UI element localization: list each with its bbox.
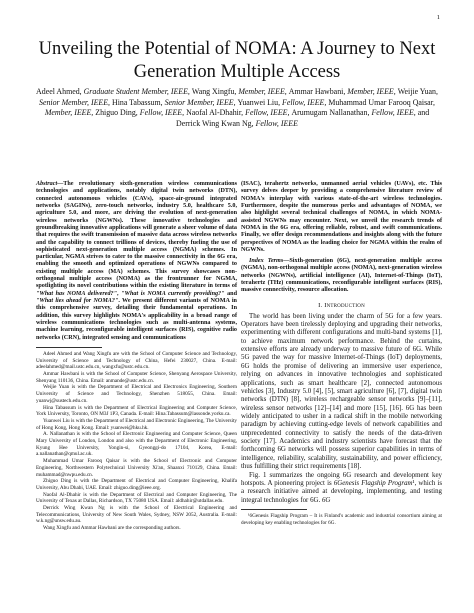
abstract-separator: , xyxy=(117,290,122,297)
author-name: Ammar Hawbani, xyxy=(288,87,348,96)
author-name: Yuanwei Liu, xyxy=(237,97,283,107)
footnote-divider xyxy=(241,509,307,510)
affiliation-note: Hina Tabassum is with the Department of Electrical Engineering and Computer Science, York University, Toronto, ON M3J 1P3, Canada. E-mail: Hina.Tabassum@lassonde.yorku.ca. xyxy=(36,404,237,418)
author-affiliations xyxy=(36,351,237,532)
author-entry xyxy=(186,108,291,117)
author-name: Muhammad Umar Farooq Qaisar, xyxy=(328,97,435,107)
author-role: Member, IEEE, xyxy=(238,87,289,96)
affiliation-note: Naofal Al-Dhahir is with the Department of Electrical and Computer Engineering, The University of Texas at Dallas, Richardson, TX 75080 USA. Email: aldhahir@utdallas.edu. xyxy=(36,491,237,505)
page-number: 1 xyxy=(436,14,440,21)
author-entry xyxy=(36,87,192,96)
author-entry xyxy=(112,98,238,107)
author-role: Senior Member, IEEE, xyxy=(164,97,238,107)
abstract-text-part2: . We present different variants of NOMA in this comprehensive survey, detailing their fundamental operations. In addition, this survey highlights NOMA's applicability in a broad range of wireless communications technologies such as multi-antenna systems, machine learning, reconfigurable intelligent surfaces (RIS), cognitive radio networks (CRN), integrated sensing and communications xyxy=(36,298,237,341)
abstract-question-2: "What is NOMA currently providing?" xyxy=(121,290,225,297)
index-terms-text: —Sixth-generation (6G), next-generation multiple access (NGMA), non-orthogonal multiple access (NOMA), next-generation wireless networks (NGWNs), artificial intelligence (AI), Internet-of-Things (IoT), terahertz (THz) communications, reconfigurable intelligent surfaces (RIS), massive connectivity, resource allocation. xyxy=(241,258,442,294)
author-role: Fellow, IEEE, xyxy=(245,108,292,118)
abstract-separator: and xyxy=(224,290,237,297)
author-entry xyxy=(192,87,289,96)
affiliation-note: A. Nallanathan is with the School of Electronic Engineering and Computer Science, Queen Mary University of London, London and also with the Department of Electronic Engineering, Kyung Hee University, Yongin-si, Gyeonggi-do 17104, Korea, E-mail: a.nallanathan@qmul.ac.uk. xyxy=(36,431,237,458)
intro-text: 6G xyxy=(321,496,331,504)
affiliation-note: Derrick Wing Kwan Ng is with the School of Electrical Engineering and Telecommunications, University of New South Wales, Sydney, NSW 2052, Australia. E-mail: w.k.ng@unsw.edu.au. xyxy=(36,505,237,525)
affiliation-note: Adeel Ahmed and Wang Xingfu are with the School of Computer Science and Technology, University of Science and Technology of China, Hefei 230027, China. E-mail: adeelahmed@mail.ustc.edu.cn, wangxfu@ustc.edu.cn. xyxy=(36,350,237,371)
affiliation-note: Yuanwei Liu is with the Department of Electrical and Electronic Engineering, The University of Hong Kong, Hong Kong. Email: yuanwei@hku.hk. xyxy=(36,417,237,431)
author-name: and Derrick Wing Kwan Ng, xyxy=(176,108,430,128)
author-name: Weijie Yuan, xyxy=(397,87,438,96)
intro-text: ¹, which is a research initiative aimed at developing, implementing, and testing integral technologies for 6G. xyxy=(241,479,443,504)
section-heading xyxy=(241,302,442,309)
affiliation-note: Wang Xingfu and Ammar Hawbani are the corresponding authors. xyxy=(43,525,181,532)
abstract-question-1: "What has NOMA delivered?" xyxy=(36,290,118,297)
author-entry xyxy=(289,87,398,96)
abstract-text-part1: —The revolutionary sixth-generation wireless communications technologies and applications, notably digital twin networks (DTN), connected autonomous vehicles (CAVs), space-air-ground integrated networks (SAGINs), zero-touch networks, industry 5.0, healthcare 5.0, agriculture 5.0, and more, are driving the evolution of next-generation wireless networks (NGWNs). These innovative technologies and groundbreaking innovative applications will generate a sheer volume of data that requires the swift transmission of massive data across wireless networks and the capability to connect trillions of devices, thereby fueling the use of sophisticated next-generation multiple access (NGMA) schemes. In particular, NGMA strives to cater to the massive connectivity in the 6G era, enabling the smooth and optimized operations of NGWNs compared to existing multiple access (MA) schemes. This survey showcases non-orthogonal multiple access (NOMA) as the frontrunner for NGMA, spotlighting its novel contributions within the existing literature in terms of xyxy=(36,181,237,290)
author-name: Arumugam Nallanathan, xyxy=(291,108,372,118)
intro-paragraph-1: The world has been living under the charm of 5G for a few years. Operators have been tirelessly deploying and upgrading their networks, experimenting with different configurations and multi-band systems [1], to achieve maximum network performance. Behind the curtains, extensive efforts are already underway to massive future of 6G. While 5G paved the way for massive Internet-of-Things (IoT) deployments, 6G holds the promise of delivering an immersive user experience, relying on advances in innovative technologies and sophisticated applications, such as smart healthcare [2], connected autonomous vehicles [3], Industry 5.0 [4], [5], smart agriculture [6], [7], digital twin networks (DTN) [8], wireless rechargeable sensor networks [9]–[11], wireless sensor networks [12]–[14] and more [15], [16]. 6G has been widely anticipated to usher in a radical shift in the mobile networking paradigm by achieving cutting-edge levels of network capabilities and unprecedented connectivity to satisfy the needs of the data-driven society [17]. Academics and industry scientists have forecast that the forthcoming 6G networks will possess superior capabilities in terms of intelligence, reliability, scalability, sustainability, and power efficiency, thus fulfilling their strict requirements [18]. xyxy=(241,312,442,471)
author-role: Fellow, IEEE, xyxy=(282,97,329,107)
author-name: Adeel Ahmed, xyxy=(36,87,84,96)
affiliation-note: Zhiguo Ding is with the Department of Electrical and Computer Engineering, Khalifa University, Abu Dhabi, UAE. Email: zhiguo.ding@ieee.org. xyxy=(36,478,237,491)
affiliation-note: Ammar Hawbani is with the School of Computer Science, Shenyang Aerospace University, Shenyang 110136, China. Email: anmande@ustc.edu.cn. xyxy=(36,370,237,384)
author-role: Fellow, IEEE xyxy=(255,118,298,128)
author-name: Hina Tabassum, xyxy=(112,97,165,107)
author-name: Zhiguo Ding, xyxy=(95,108,140,118)
author-entry xyxy=(95,108,186,117)
abstract-continuation: (ISAC), terahertz networks, unmanned aerial vehicles (UAVs), etc. This survey delves deeper by providing a comprehensive literature review of NOMA's interplay with various state-of-the-art wireless technologies. Furthermore, despite the numerous perks and advantages of NOMA, we also highlight several technical challenges of NOMA, in which NOMA-assisted NGWNs may encounter. Next, we unveil the research trends of NOMA in the 6G era, offering reliable, robust, and swift communications. Finally, we offer design recommendations and insights along with the future perspectives of NOMA as the leading choice for NGMA within the realm of NGWNs. xyxy=(241,181,442,253)
footnote-6genesis: ¹6Genesis Flagship Program – It is Finland's academic and industrial consortium aiming at developing key enabling technologies for 6G. xyxy=(241,512,442,526)
author-list xyxy=(36,87,438,129)
author-name: Naofal Al-Dhahir, xyxy=(186,108,246,118)
left-column xyxy=(36,181,237,532)
author-role: Member, IEEE, xyxy=(347,87,398,96)
author-entry xyxy=(238,98,329,107)
program-name: 6Genesis Flagship Program xyxy=(333,479,413,487)
abstract xyxy=(36,181,237,342)
author-role: Senior Member, IEEE, xyxy=(39,97,112,107)
author-role: Fellow, IEEE, xyxy=(139,108,187,118)
author-name: Wang Xingfu, xyxy=(191,87,239,96)
right-column xyxy=(241,181,442,526)
footnote-divider xyxy=(36,347,102,348)
abstract-question-3: "What lies ahead for NOMA?" xyxy=(36,298,119,304)
index-terms-label: Index Terms xyxy=(249,258,284,265)
affiliation-note: Muhammad Umar Farooq Qaisar is with the School of Electronic and Computer Engineering, Northwestern Polytechnical University Xi'an, Shaanxi 710129, China. Email: muhammad@nwpu.edu.cn. xyxy=(36,458,237,478)
affiliation-note: Weijie Yuan is with the Department of Electrical and Electronics Engineering, Southern University of Science and Technology, Shenzhen 518055, China. Email: yuanwj@sustech.edu.cn. xyxy=(36,384,237,404)
index-terms xyxy=(241,258,442,295)
intro-paragraph-2 xyxy=(241,472,442,505)
abstract-label: Abstract xyxy=(36,181,58,187)
author-role: Graduate Student Member, IEEE, xyxy=(83,87,192,96)
author-entry xyxy=(291,108,417,117)
author-role: Member, IEEE, xyxy=(44,108,96,118)
section-number: I. xyxy=(318,301,323,309)
section-title: Introduction xyxy=(324,301,365,309)
author-role: Fellow, IEEE, xyxy=(371,108,418,118)
intro-text: Fig. 1 summarizes the ongoing 6G research and development key hotspots. A pioneering project is xyxy=(241,471,442,487)
paper-title: Unveiling the Potential of NOMA: A Journey to Next Generation Multiple Access xyxy=(38,39,436,82)
